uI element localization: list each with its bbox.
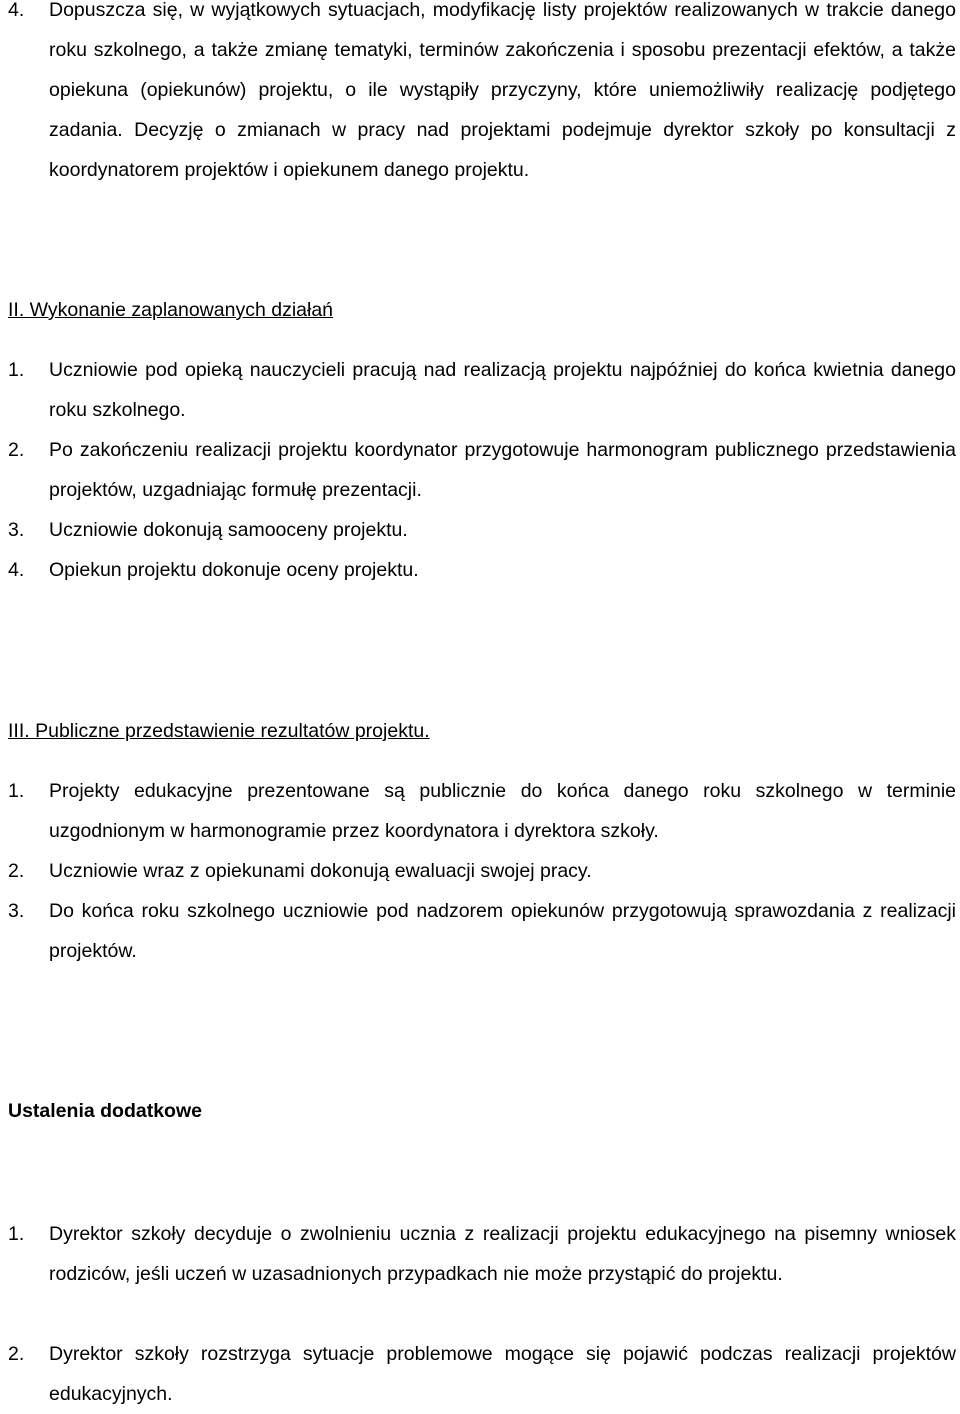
list-item bbox=[8, 1334, 956, 1414]
item-text: Dyrektor szkoły rozstrzyga sytuacje problemowe mogące się pojawić podczas realizacji projektów edukacyjnych. bbox=[49, 1343, 956, 1405]
list-item bbox=[8, 851, 956, 891]
section-heading-ii: II. Wykonanie zaplanowanych działań bbox=[8, 299, 334, 321]
item-text: Projekty edukacyjne prezentowane są publicznie do końca danego roku szkolnego w terminie uzgodnionym w harmonogramie przez koordynatora i dyrektora szkoły. bbox=[49, 780, 956, 842]
list-item bbox=[8, 891, 956, 971]
item-number: 2. bbox=[8, 439, 25, 461]
item-number: 1. bbox=[8, 359, 25, 381]
list-item bbox=[8, 350, 956, 430]
list-item bbox=[8, 550, 956, 590]
list-item bbox=[8, 430, 956, 510]
item-number: 2. bbox=[8, 860, 25, 882]
item-text: Uczniowie pod opieką nauczycieli pracują nad realizacją projektu najpóźniej do końca kwietnia danego roku szkolnego. bbox=[49, 359, 956, 421]
item-text: Uczniowie wraz z opiekunami dokonują ewaluacji swojej pracy. bbox=[49, 860, 592, 882]
list-item bbox=[8, 510, 956, 550]
list-item bbox=[8, 1214, 956, 1294]
item-number: 4. bbox=[8, 0, 25, 21]
item-number: 2. bbox=[8, 1343, 25, 1365]
section-heading-extra: Ustalenia dodatkowe bbox=[8, 1100, 202, 1122]
item-text: Uczniowie dokonują samooceny projektu. bbox=[49, 519, 408, 541]
section-heading-iii: III. Publiczne przedstawienie rezultatów projektu. bbox=[8, 720, 430, 742]
item-text: Dopuszcza się, w wyjątkowych sytuacjach, modyfikację listy projektów realizowanych w trakcie danego roku szkolnego, a także zmianę tematyki, terminów zakończenia i sposobu prezentacji efektów, a także opiekuna (opiekunów) projektu, o ile wystąpiły przyczyny, które uniemożliwiły realizację podjętego zadania. Decyzję o zmianach w pracy nad projektami podejmuje dyrektor szkoły po konsultacji z koordynatorem projektów i opiekunem danego projektu. bbox=[49, 0, 956, 181]
item-text: Dyrektor szkoły decyduje o zwolnieniu ucznia z realizacji projektu edukacyjnego na pisemny wniosek rodziców, jeśli uczeń w uzasadnionych przypadkach nie może przystąpić do projektu. bbox=[49, 1223, 956, 1285]
item-text: Po zakończeniu realizacji projektu koordynator przygotowuje harmonogram publicznego przedstawienia projektów, uzgadniając formułę prezentacji. bbox=[49, 439, 956, 501]
list-item bbox=[8, 771, 956, 851]
item-number: 1. bbox=[8, 1223, 25, 1245]
item-number: 3. bbox=[8, 900, 25, 922]
item-text: Opiekun projektu dokonuje oceny projektu. bbox=[49, 559, 419, 581]
item-text: Do końca roku szkolnego uczniowie pod nadzorem opiekunów przygotowują sprawozdania z realizacji projektów. bbox=[49, 900, 956, 962]
item-number: 3. bbox=[8, 519, 25, 541]
item-number: 4. bbox=[8, 559, 25, 581]
item-number: 1. bbox=[8, 780, 25, 802]
list-item bbox=[8, 0, 956, 190]
